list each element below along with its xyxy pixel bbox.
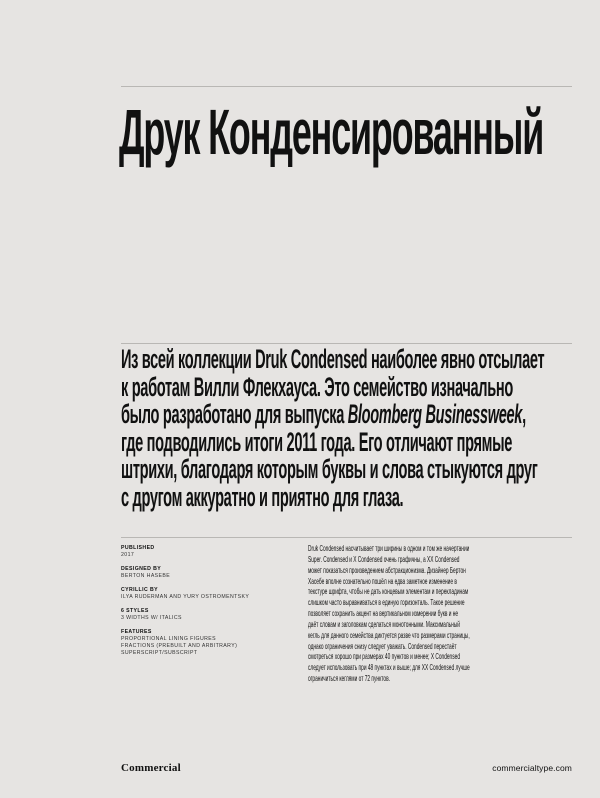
website-link[interactable]: commercialtype.com (492, 763, 572, 773)
publication-name: Bloomberg Businessweek (347, 399, 523, 430)
styles-value: 3 WIDTHS W/ ITALICS (121, 615, 182, 621)
body-line: может показаться произведением абстракционизма. Дизайнер Бертон (308, 564, 466, 575)
body-line: Хасебе вполне сознательно пошёл на едва заметное изменение в (308, 575, 457, 586)
published-label: PUBLISHED (121, 545, 155, 551)
features-value: PROPORTIONAL LINING FIGURES (121, 636, 216, 642)
body-line: даёт словам и заголовкам сделаться монотонными. Максимальный (308, 618, 460, 629)
cyrillic-label: CYRILLIC BY (121, 587, 158, 593)
body-line: следует использовать при 48 пунктах и выше; для XX Condensed лучше (308, 662, 470, 673)
cyrillic-info (121, 587, 291, 601)
body-line: кегль для данного семейства диктуется разве что размерами страницы, (308, 629, 470, 640)
body-line: текстуре шрифта, чтобы не дать концевым элементам и перекладинам (308, 586, 469, 597)
features-value: FRACTIONS (PREBUILT AND ARBITRARY) (121, 643, 238, 649)
published-value: 2017 (121, 552, 135, 558)
lead-text: , (522, 399, 526, 430)
body-line: позволяет сохранить акцент на вертикальном измерении букв и не (308, 608, 459, 619)
body-text (308, 543, 571, 684)
font-metadata (121, 545, 291, 664)
body-line: ограничиться кеглями от 72 пунктов. (308, 673, 390, 684)
features-value: SUPERSCRIPT/SUBSCRIPT (121, 650, 198, 656)
published-info (121, 545, 291, 559)
features-label: FEATURES (121, 629, 152, 635)
lead-line (121, 401, 553, 429)
lead-paragraph (121, 346, 553, 512)
cyrillic-value: ILYA RUDERMAN AND YURY OSTROMENTSKY (121, 594, 250, 600)
designed-label: DESIGNED BY (121, 566, 162, 572)
designer-info (121, 566, 291, 580)
commercial-logo[interactable]: Commercial (121, 762, 181, 774)
body-line: однако ограничения снизу следует уважать. Condensed перестаёт (308, 640, 457, 651)
lead-line: с другом аккуратно и приятно для глаза. (121, 481, 404, 512)
designed-value: BERTON HASEBE (121, 573, 171, 579)
lead-line: где подводились итоги 2011 года. Его отличают прямые (121, 426, 513, 457)
body-line: смотреться хорошо при размерах 40 пунктов и менее; X Condensed (308, 651, 460, 662)
features-info (121, 629, 291, 657)
styles-label: 6 STYLES (121, 608, 149, 614)
lead-line: Из всей коллекции Druk Condensed наиболее явно отсылает (121, 344, 545, 374)
body-line: Druk Condensed насчитывает три ширины в одном и том же начертании (308, 543, 470, 553)
lead-text: было разработано для выпуска (121, 399, 348, 430)
top-divider (121, 86, 572, 87)
body-line: слишком часто выравниваться в единую горизонталь. Такое решение (308, 597, 465, 608)
body-line: Super. Condensed и X Condensed очень графичны, а XX Condensed (308, 553, 460, 564)
lead-line: к работам Вилли Флекхауса. Это семейство изначально (121, 371, 513, 402)
styles-info (121, 608, 291, 622)
info-divider (121, 537, 572, 538)
lead-line: штрихи, благодаря которым буквы и слова стыкуются друг (121, 454, 538, 485)
page-title: Друк Конденсированный (119, 96, 544, 168)
